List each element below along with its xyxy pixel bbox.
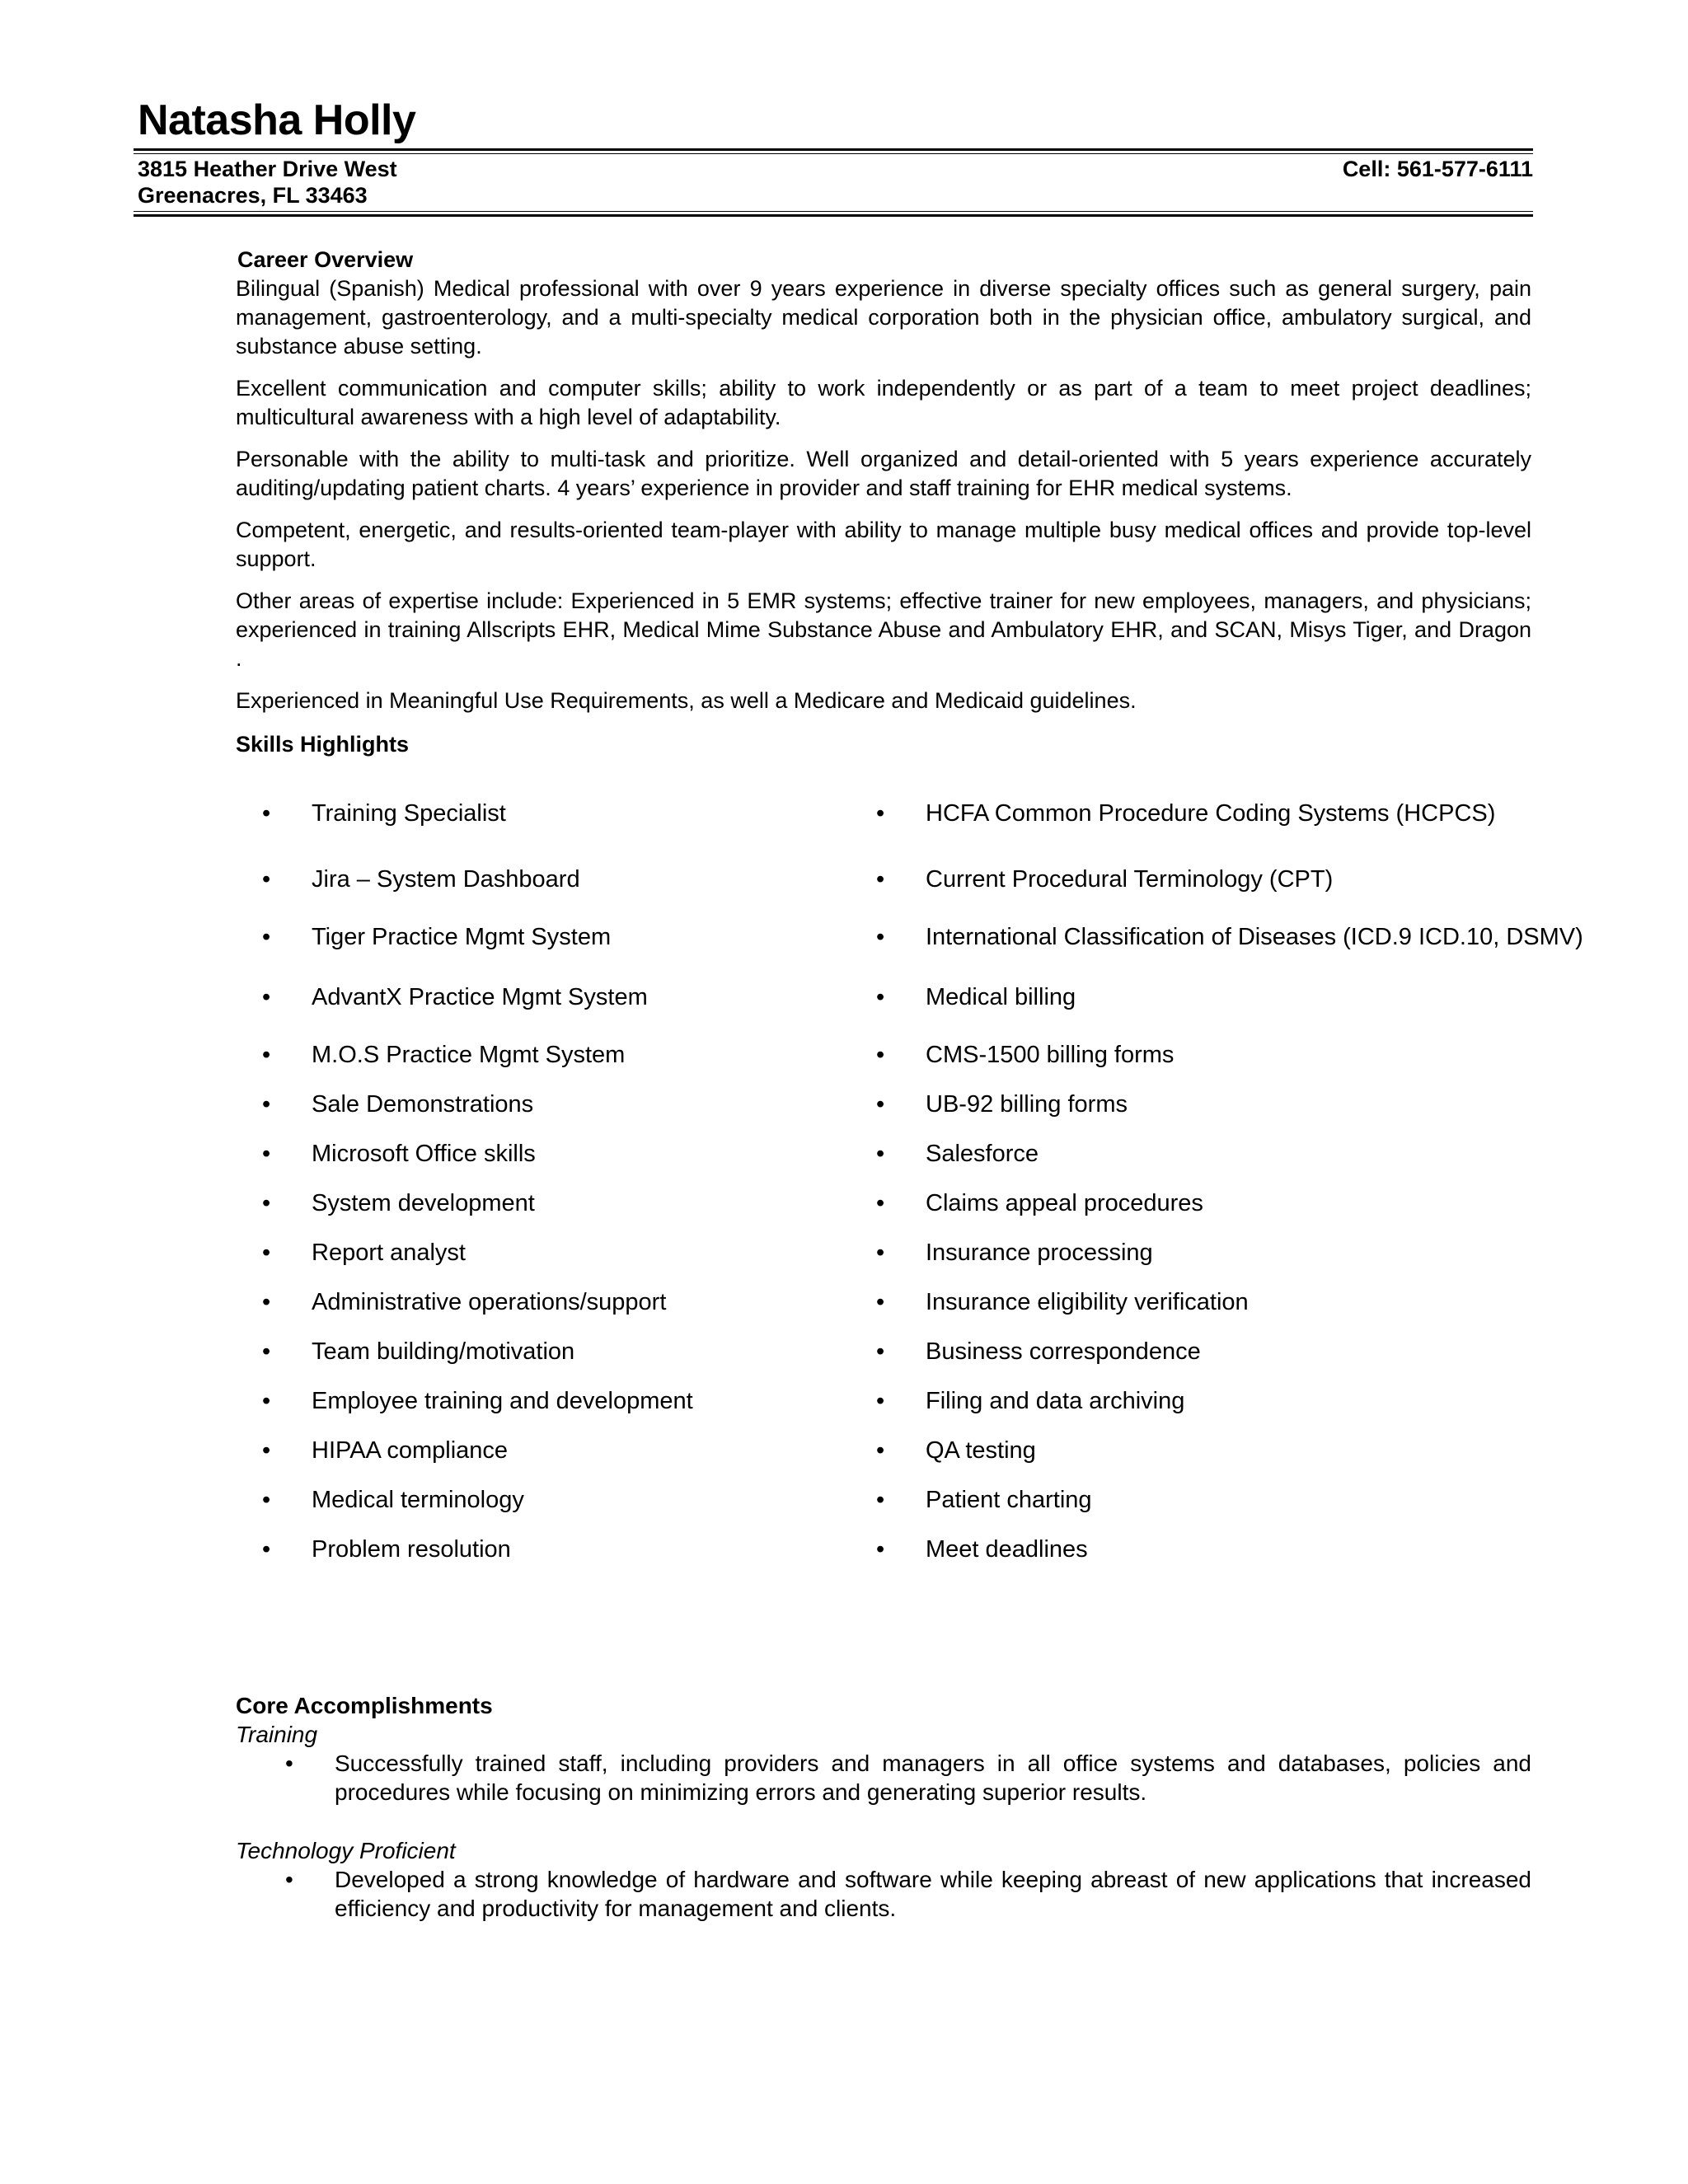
bullet-icon: •: [876, 924, 885, 950]
bullet-icon: •: [285, 1867, 293, 1892]
skills-row: • Training Specialist • HCFA Common Procedure Coding Systems (HCPCS): [262, 800, 1496, 827]
header-rule-top: [134, 148, 1533, 151]
cell-phone: Cell: 561-577-6111: [1342, 157, 1533, 181]
skills-row: • Jira – System Dashboard • Current Procedural Terminology (CPT): [262, 866, 1334, 893]
bullet-icon: •: [262, 924, 271, 950]
accomplishment-subheading: Training: [236, 1722, 318, 1747]
skills-row: • Problem resolution • Meet deadlines: [262, 1536, 1088, 1563]
skills-row: • Microsoft Office skills • Salesforce: [262, 1141, 1039, 1167]
bullet-icon: •: [262, 1141, 271, 1167]
bullet-icon: •: [876, 800, 885, 827]
accomplishment-item: [236, 1749, 1531, 1807]
bullet-icon: •: [285, 1750, 293, 1776]
bullet-icon: •: [262, 1487, 271, 1513]
bullet-icon: •: [262, 1042, 271, 1068]
bullet-icon: •: [876, 984, 885, 1010]
bullet-icon: •: [262, 984, 271, 1010]
header-rule-top-thin: [134, 153, 1533, 154]
bullet-icon: •: [876, 1240, 885, 1266]
skills-row: • Team building/motivation • Business correspondence: [262, 1338, 1201, 1365]
bullet-icon: •: [876, 1042, 885, 1068]
bullet-icon: •: [262, 1091, 271, 1118]
skills-row: • Tiger Practice Mgmt System • International Classification of Diseases (ICD.9 ICD.10, DSMV): [262, 924, 1583, 950]
accomplishment-subheading: Technology Proficient: [236, 1838, 456, 1863]
skills-table: [236, 799, 1583, 1585]
bullet-icon: •: [262, 1289, 271, 1315]
bullet-icon: •: [876, 1487, 885, 1513]
accomplishment-item: [236, 1865, 1531, 1923]
bullet-icon: •: [262, 1190, 271, 1216]
header-rule-bottom-thin: [134, 211, 1533, 212]
accomplishment-text: Developed a strong knowledge of hardware and software while keeping abreast of new applications that increased efficiency and productivity for management and clients.: [335, 1867, 1531, 1921]
bullet-icon: •: [876, 1141, 885, 1167]
career-overview: [236, 246, 1531, 759]
skills-row: • System development • Claims appeal procedures: [262, 1190, 1203, 1216]
address-line-2: Greenacres, FL 33463: [138, 183, 368, 208]
skills-row: • Medical terminology • Patient charting: [262, 1487, 1092, 1513]
skills-row: • Report analyst • Insurance processing: [262, 1240, 1153, 1266]
bullet-icon: •: [262, 1240, 271, 1266]
bullet-icon: •: [876, 866, 885, 893]
skills-row: • Sale Demonstrations • UB-92 billing forms: [262, 1091, 1128, 1118]
overview-paragraph: Personable with the ability to multi-task and prioritize. Well organized and detail-oriented with 5 years experience accurately auditing/updating patient charts. 4 years’ experience in provider and staff training for EHR medical systems.: [236, 447, 1531, 500]
bullet-icon: •: [262, 1536, 271, 1563]
bullet-icon: •: [262, 1437, 271, 1464]
bullet-icon: •: [262, 800, 271, 827]
bullet-icon: •: [876, 1091, 885, 1118]
overview-paragraph: Bilingual (Spanish) Medical professional with over 9 years experience in diverse specialty offices such as general surgery, pain management, gastroenterology, and a multi-specialty medical corporation both in the physician office, ambulatory surgical, and substance abuse setting.: [236, 276, 1531, 359]
bullet-icon: •: [876, 1338, 885, 1365]
core-accomplishments: [236, 1691, 1531, 1923]
skills-row: • HIPAA compliance • QA testing: [262, 1437, 1036, 1464]
overview-paragraph: Excellent communication and computer skills; ability to work independently or as part of a team to meet project deadlines; multicultural awareness with a high level of adaptability.: [236, 376, 1531, 429]
accomplishments-heading: Core Accomplishments: [236, 1693, 493, 1718]
bullet-icon: •: [876, 1190, 885, 1216]
bullet-icon: •: [262, 1388, 271, 1414]
candidate-name: Natasha Holly: [138, 96, 416, 144]
bullet-icon: •: [262, 1338, 271, 1365]
skills-row: • M.O.S Practice Mgmt System • CMS-1500 billing forms: [262, 1042, 1175, 1068]
skills-row: • Administrative operations/support • Insurance eligibility verification: [262, 1289, 1249, 1315]
bullet-icon: •: [876, 1289, 885, 1315]
career-overview-heading: Career Overview: [237, 247, 414, 272]
overview-paragraph: Experienced in Meaningful Use Requirements, as well a Medicare and Medicaid guidelines.: [236, 688, 1137, 713]
bullet-icon: •: [876, 1437, 885, 1464]
skills-row: • AdvantX Practice Mgmt System • Medical billing: [262, 984, 1076, 1010]
bullet-icon: •: [262, 866, 271, 893]
bullet-icon: •: [876, 1388, 885, 1414]
overview-paragraph: Competent, energetic, and results-oriented team-player with ability to manage multiple busy medical offices and provide top-level support.: [236, 518, 1531, 571]
header-rule-bottom: [134, 214, 1533, 217]
skills-heading: Skills Highlights: [236, 732, 410, 757]
address-line-1: 3815 Heather Drive West: [138, 157, 397, 181]
overview-paragraph: Other areas of expertise include: Experienced in 5 EMR systems; effective trainer for new employees, managers, and physicians; experienced in training Allscripts EHR, Medical Mime Substance Abuse and Ambulatory EHR, and SCAN, Misys Tiger, and Dragon .: [236, 588, 1531, 671]
skills-row: • Employee training and development • Filing and data archiving: [262, 1388, 1185, 1414]
accomplishment-text: Successfully trained staff, including providers and managers in all office systems and databases, policies and procedures while focusing on minimizing errors and generating superior results.: [335, 1750, 1531, 1805]
bullet-icon: •: [876, 1536, 885, 1563]
